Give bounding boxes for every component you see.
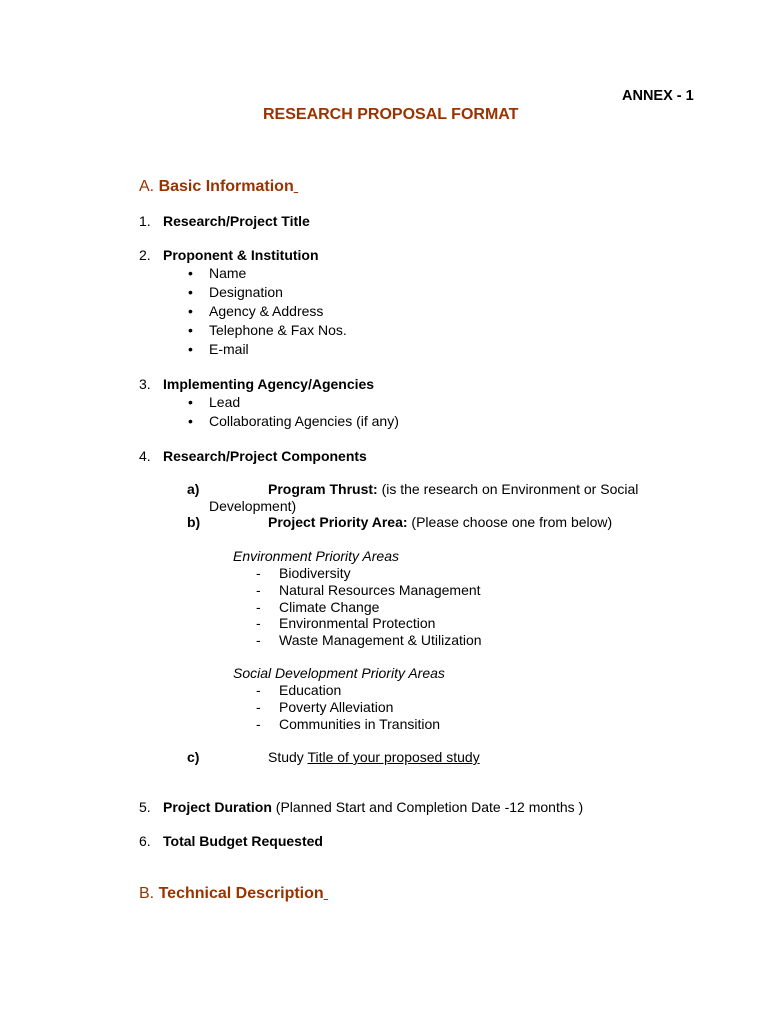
social-priority-heading: Social Development Priority Areas bbox=[233, 665, 445, 681]
item-2-label: Proponent & Institution bbox=[163, 247, 319, 263]
item-4-label: Research/Project Components bbox=[163, 448, 367, 464]
item-5-text bbox=[163, 799, 583, 816]
dash-icon: - bbox=[256, 582, 261, 598]
section-a-heading bbox=[139, 178, 298, 195]
section-a-title: Basic Information bbox=[158, 178, 294, 195]
list-item: Name bbox=[209, 265, 247, 281]
bullet-icon: • bbox=[188, 341, 193, 357]
section-b-underscore bbox=[324, 885, 328, 902]
section-a-underscore bbox=[294, 178, 298, 195]
list-item: Education bbox=[279, 682, 342, 698]
item-1-label: Research/Project Title bbox=[163, 213, 310, 229]
bullet-icon: • bbox=[188, 265, 193, 281]
component-c-letter: c) bbox=[187, 749, 200, 765]
component-a-text bbox=[268, 481, 638, 498]
item-6-number: 6. bbox=[139, 833, 151, 849]
component-c-text bbox=[268, 749, 480, 766]
item-5-label: Project Duration bbox=[163, 799, 272, 815]
component-a-letter: a) bbox=[187, 481, 200, 497]
component-a-note: (is the research on Environment or Social bbox=[381, 481, 639, 497]
component-a-note-continued: Development) bbox=[209, 498, 297, 514]
component-c-label: Study bbox=[268, 749, 304, 765]
list-item: Telephone & Fax Nos. bbox=[209, 322, 347, 338]
section-b-title: Technical Description bbox=[158, 885, 324, 902]
list-item: Collaborating Agencies (if any) bbox=[209, 413, 399, 429]
dash-icon: - bbox=[256, 699, 261, 715]
item-2-number: 2. bbox=[139, 247, 151, 263]
section-b-letter: B. bbox=[139, 885, 155, 902]
dash-icon: - bbox=[256, 599, 261, 615]
list-item: Agency & Address bbox=[209, 303, 324, 319]
bullet-icon: • bbox=[188, 322, 193, 338]
component-b-letter: b) bbox=[187, 514, 201, 530]
env-priority-heading: Environment Priority Areas bbox=[233, 548, 399, 564]
list-item: E-mail bbox=[209, 341, 249, 357]
component-b-label: Project Priority Area: bbox=[268, 514, 408, 530]
section-a-letter: A. bbox=[139, 178, 155, 195]
annex-label: ANNEX - 1 bbox=[622, 88, 694, 104]
dash-icon: - bbox=[256, 565, 261, 581]
dash-icon: - bbox=[256, 632, 261, 648]
section-b-heading bbox=[139, 885, 328, 902]
proposed-study-title-link[interactable]: Title of your proposed study bbox=[307, 749, 480, 765]
bullet-icon: • bbox=[188, 394, 193, 410]
list-item: Environmental Protection bbox=[279, 615, 436, 631]
dash-icon: - bbox=[256, 615, 261, 631]
item-3-label: Implementing Agency/Agencies bbox=[163, 376, 375, 392]
list-item: Designation bbox=[209, 284, 283, 300]
bullet-icon: • bbox=[188, 413, 193, 429]
list-item: Climate Change bbox=[279, 599, 380, 615]
item-5-number: 5. bbox=[139, 799, 151, 815]
list-item: Natural Resources Management bbox=[279, 582, 481, 598]
item-1-number: 1. bbox=[139, 213, 151, 229]
item-6-label: Total Budget Requested bbox=[163, 833, 323, 849]
component-a-label: Program Thrust: bbox=[268, 481, 378, 497]
bullet-icon: • bbox=[188, 303, 193, 319]
list-item: Waste Management & Utilization bbox=[279, 632, 482, 648]
dash-icon: - bbox=[256, 682, 261, 698]
component-b-note: (Please choose one from below) bbox=[411, 514, 613, 530]
item-4-number: 4. bbox=[139, 448, 151, 464]
item-5-note: (Planned Start and Completion Date -12 months ) bbox=[275, 799, 584, 815]
list-item: Poverty Alleviation bbox=[279, 699, 394, 715]
list-item: Communities in Transition bbox=[279, 716, 441, 732]
component-b-text bbox=[268, 514, 612, 531]
dash-icon: - bbox=[256, 716, 261, 732]
page-title: RESEARCH PROPOSAL FORMAT bbox=[263, 106, 519, 123]
bullet-icon: • bbox=[188, 284, 193, 300]
item-3-number: 3. bbox=[139, 376, 151, 392]
list-item: Biodiversity bbox=[279, 565, 351, 581]
list-item: Lead bbox=[209, 394, 241, 410]
